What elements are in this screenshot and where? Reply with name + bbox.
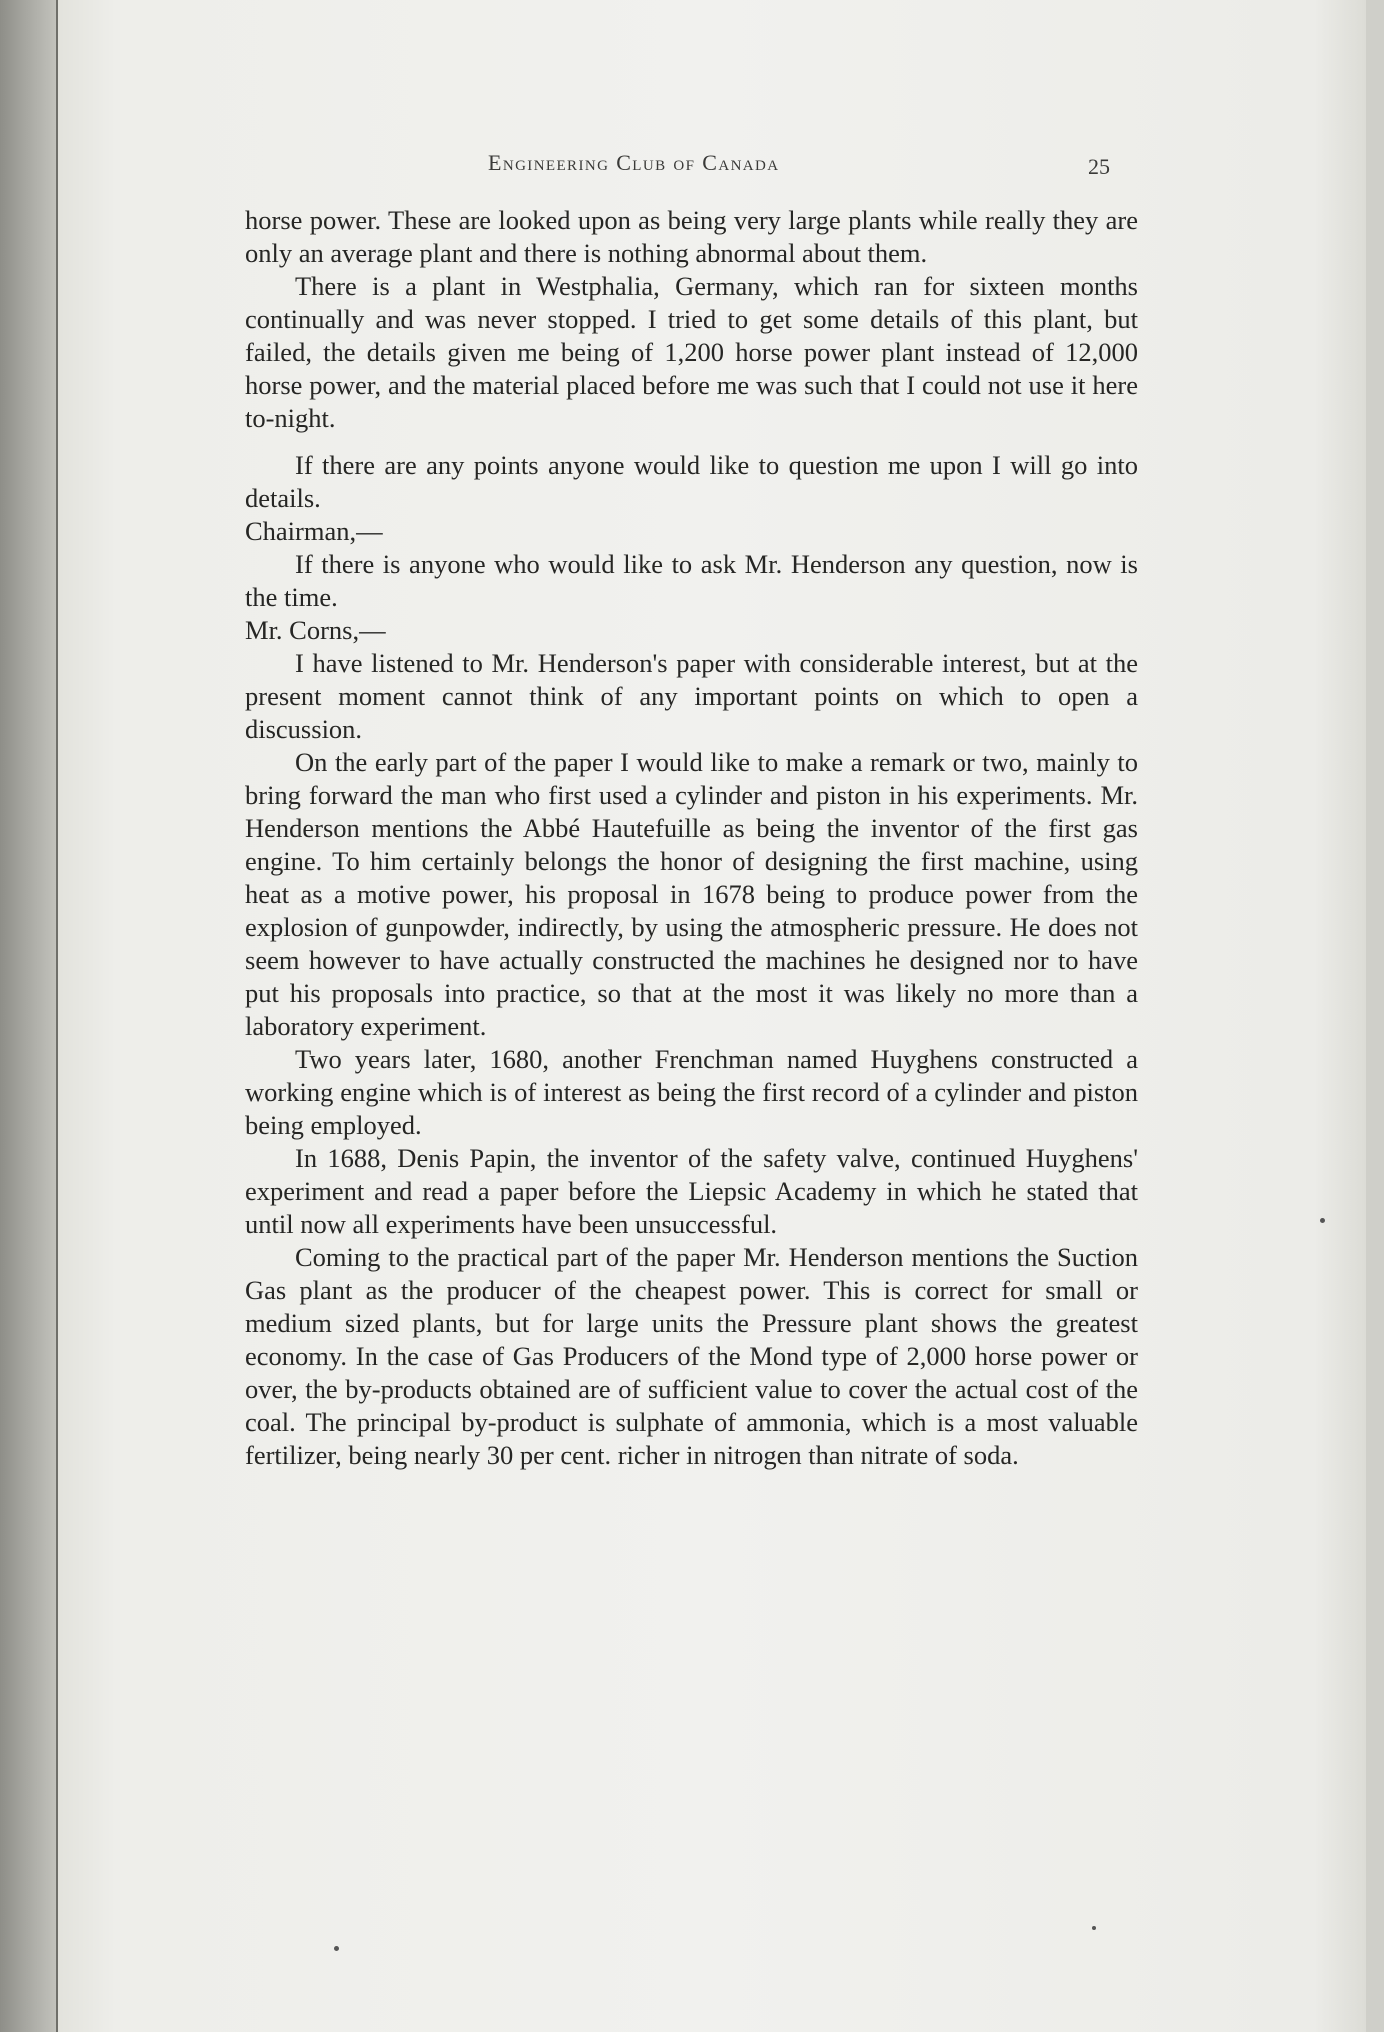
running-head: Engineering Club of Canada xyxy=(488,150,780,175)
paragraph: If there are any points anyone would like to question me upon I will go into details. xyxy=(245,450,1138,513)
paragraph: There is a plant in Westphalia, Germany, which ran for sixteen months continually and was never stopped. I tried to get some details of this plant, but failed, the details given me being of 1,200 horse power plant instead of 12,000 horse power, and the material placed before me was such that I could not use it here to-night. xyxy=(245,271,1138,433)
paragraph: In 1688, Denis Papin, the inventor of the safety valve, continued Huyghens' experiment and read a paper before the Liepsic Academy in which he stated that until now all experiments have been unsuccessful. xyxy=(245,1143,1138,1239)
paragraph: On the early part of the paper I would like to make a remark or two, mainly to bring forward the man who first used a cylinder and piston in his experiments. Mr. Henderson mentions the Abbé Hautefuille as being the inventor of the first gas engine. To him certainly belongs the honor of designing the first machine, using heat as a motive power, his proposal in 1678 being to produce power from the explosion of gunpowder, indirectly, by using the atmospheric pressure. He does not seem however to have actually constructed the machines he designed nor to have put his proposals into practice, so that at the most it was likely no more than a laboratory experiment. xyxy=(245,747,1138,1041)
paragraph: horse power. These are looked upon as being very large plants while really they are only an average plant and there is nothing abnormal about them. xyxy=(245,205,1138,268)
paragraph: Coming to the practical part of the paper Mr. Henderson mentions the Suction Gas plant as the producer of the cheapest power. This is correct for small or medium sized plants, but for large units the Pressure plant shows the greatest economy. In the case of Gas Producers of the Mond type of 2,000 horse power or over, the by-products obtained are of sufficient value to cover the actual cost of the coal. The principal by-product is sulphate of ammonia, which is a most valuable fertilizer, being nearly 30 per cent. richer in nitrogen than nitrate of soda. xyxy=(245,1242,1138,1470)
paragraph: If there is anyone who would like to ask Mr. Henderson any question, now is the time. xyxy=(245,549,1138,612)
paragraph: I have listened to Mr. Henderson's paper with considerable interest, but at the present moment cannot think of any important points on which to open a discussion. xyxy=(245,648,1138,744)
speaker-label-corns: Mr. Corns,— xyxy=(245,615,386,645)
dust-speck xyxy=(334,1946,339,1951)
dust-speck xyxy=(1092,1926,1096,1930)
paragraph: Two years later, 1680, another Frenchman named Huyghens constructed a working engine which is of interest as being the first record of a cylinder and piston being employed. xyxy=(245,1044,1138,1140)
body-text xyxy=(245,204,1138,1472)
binding-edge xyxy=(0,0,56,2032)
page-number: 25 xyxy=(1088,154,1110,179)
speaker-label-chairman: Chairman,— xyxy=(245,516,383,546)
dust-speck xyxy=(1320,1218,1325,1223)
